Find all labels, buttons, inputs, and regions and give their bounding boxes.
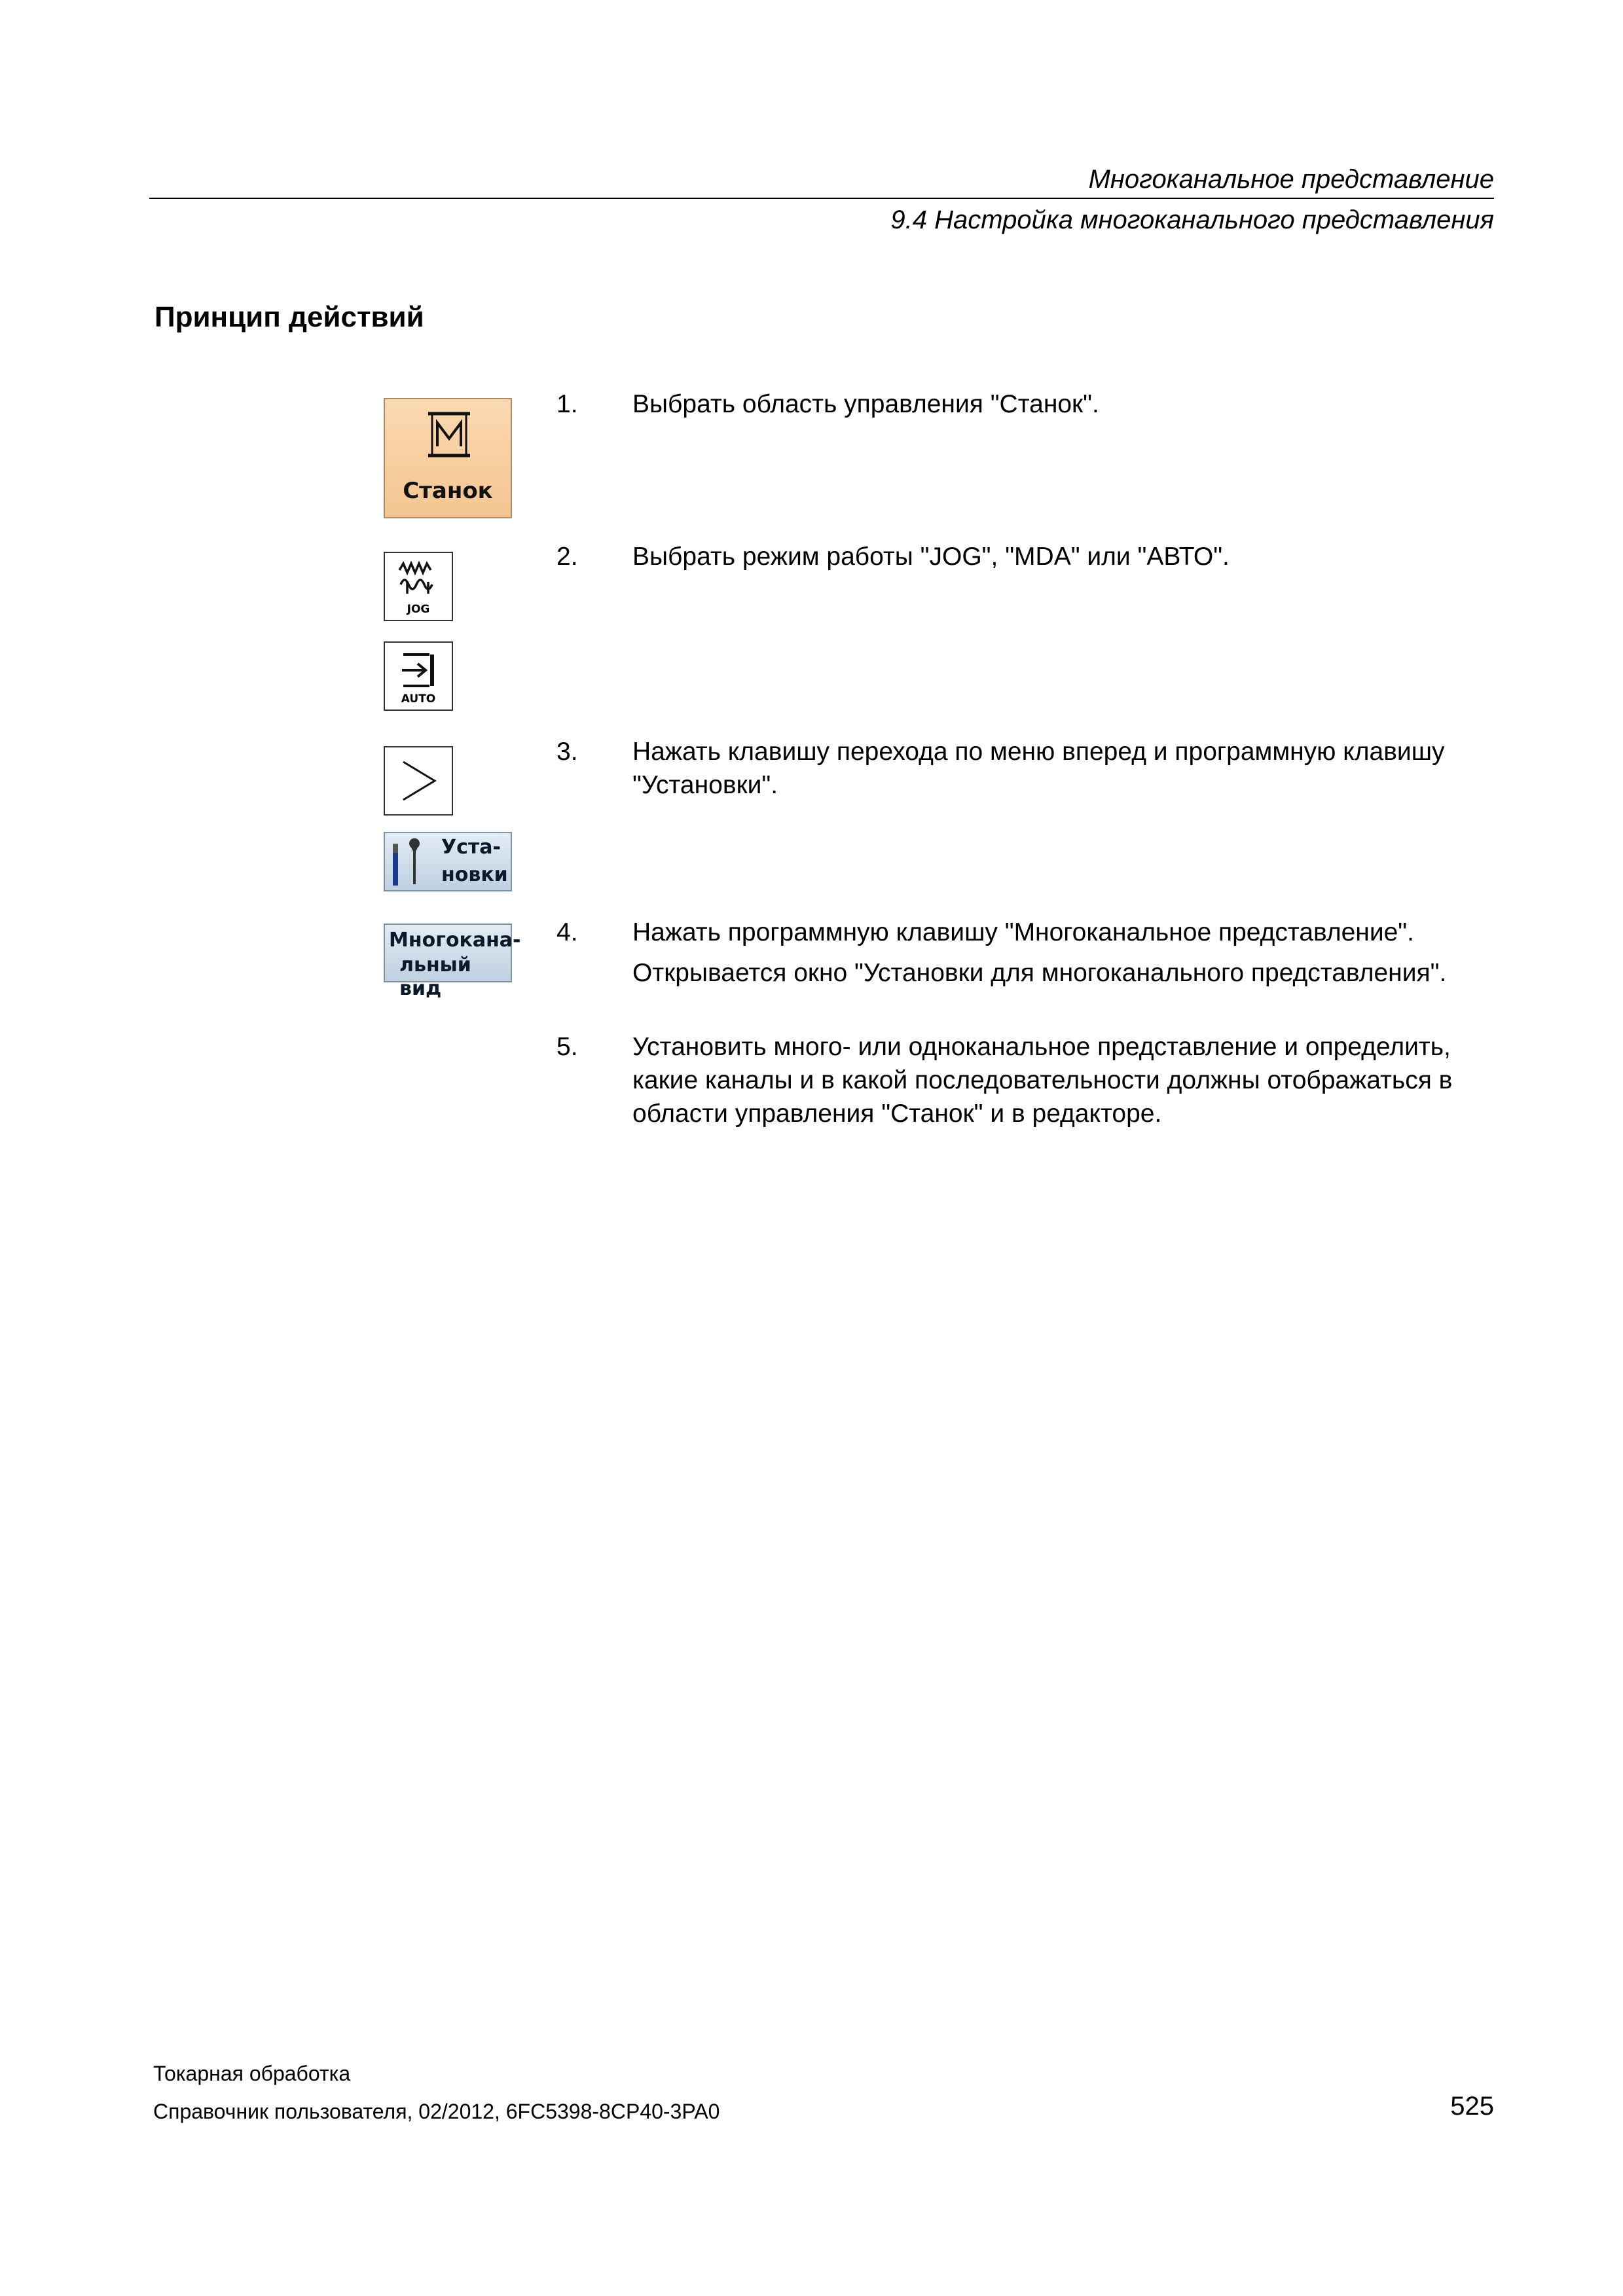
page-number: 525 — [1450, 2092, 1494, 2121]
multichannel-softkey-line1: Многокана- — [389, 929, 521, 952]
step-text: Установить много- или одноканальное представление и определить, какие каналы и в какой последовательности должны отображаться в области управления "Станок" и в редакторе. — [632, 1033, 1453, 1128]
chevron-right-icon — [385, 747, 452, 814]
machine-icon — [423, 410, 475, 459]
auto-key[interactable] — [384, 641, 453, 711]
multichannel-view-softkey[interactable] — [384, 924, 521, 1000]
header-rule — [149, 198, 1494, 199]
jog-icon — [385, 556, 452, 605]
jog-key[interactable] — [384, 552, 453, 621]
machine-area-label: Станок — [403, 478, 493, 504]
step-number: 2. — [556, 543, 578, 571]
step-number: 1. — [556, 390, 578, 418]
jog-key-label: JOG — [407, 603, 430, 616]
settings-softkey-line1: Уста- — [441, 836, 501, 859]
auto-icon — [385, 645, 452, 695]
tools-icon — [389, 834, 422, 889]
step-4-note: Открывается окно "Установки для многоканального представления". — [632, 959, 1447, 987]
header-chapter: Многоканальное представление — [1088, 165, 1494, 194]
step-number: 4. — [556, 918, 578, 946]
menu-forward-key[interactable] — [384, 746, 453, 816]
auto-key-label: AUTO — [401, 692, 436, 706]
settings-softkey-line2: новки — [441, 863, 508, 886]
machine-area-button[interactable] — [384, 398, 512, 518]
settings-softkey[interactable] — [384, 832, 512, 891]
step-number: 5. — [556, 1033, 578, 1061]
multichannel-softkey-line2: льный вид — [399, 954, 471, 1000]
footer-manual: Справочник пользователя, 02/2012, 6FC5398-8CP40-3PA0 — [153, 2100, 720, 2123]
footer-product: Токарная обработка — [153, 2062, 351, 2085]
header-section: 9.4 Настройка многоканального представления — [890, 206, 1494, 234]
step-text: Нажать клавишу перехода по меню вперед и программную клавишу "Установки". — [632, 738, 1445, 799]
step-text: Нажать программную клавишу "Многоканальное представление". — [632, 918, 1414, 946]
step-number: 3. — [556, 738, 578, 766]
step-text: Выбрать режим работы "JOG", "MDA" или "АВТО". — [632, 543, 1230, 571]
step-text: Выбрать область управления "Станок". — [632, 390, 1099, 418]
section-title: Принцип действий — [155, 301, 424, 333]
